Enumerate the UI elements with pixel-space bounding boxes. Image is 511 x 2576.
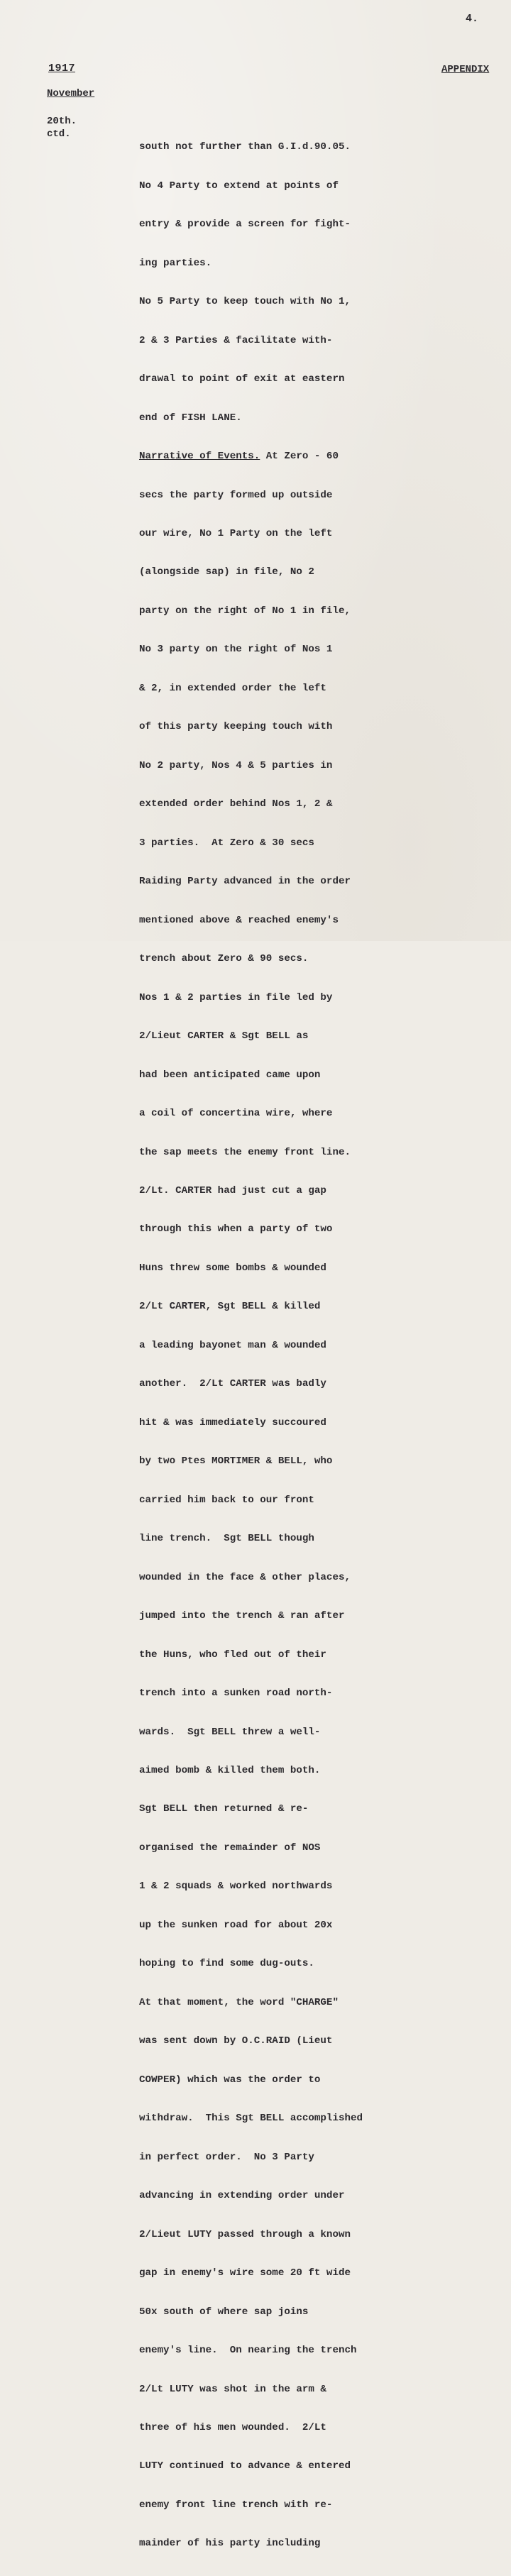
body-line: & 2, in extended order the left	[139, 682, 326, 694]
diary-body-text	[139, 115, 501, 2576]
body-line: had been anticipated came upon	[139, 1069, 321, 1081]
body-line: entry & provide a screen for fight-	[139, 219, 351, 231]
body-line: hit & was immediately succoured	[139, 1416, 326, 1429]
body-line: 50x south of where sap joins	[139, 2306, 309, 2318]
body-line-narrative-heading: Narrative of Events. At Zero - 60	[139, 451, 339, 463]
body-line: 2/Lt. CARTER had just cut a gap	[139, 1184, 326, 1196]
body-line: drawal to point of exit at eastern	[139, 373, 345, 385]
year-heading: 1917	[48, 62, 76, 75]
body-line: trench into a sunken road north-	[139, 1688, 333, 1700]
body-line: 2/Lt CARTER, Sgt BELL & killed	[139, 1301, 321, 1313]
body-line: 3 parties. At Zero & 30 secs	[139, 837, 314, 849]
body-line: aimed bomb & killed them both.	[139, 1765, 321, 1776]
body-line: Sgt BELL then returned & re-	[139, 1803, 309, 1815]
body-line: 1 & 2 squads & worked northwards	[139, 1881, 333, 1893]
body-line: a leading bayonet man & wounded	[139, 1339, 326, 1351]
body-line: wards. Sgt BELL threw a well-	[139, 1726, 321, 1738]
body-line: organised the remainder of NOS	[139, 1842, 321, 1854]
body-line: ing parties.	[139, 257, 212, 269]
body-line: Raiding Party advanced in the order	[139, 876, 351, 888]
body-line: 2 & 3 Parties & facilitate with-	[139, 334, 333, 346]
body-line: 2/Lieut CARTER & Sgt BELL as	[139, 1030, 309, 1042]
body-line: south not further than G.I.d.90.05.	[139, 141, 351, 153]
body-line: line trench. Sgt BELL though	[139, 1533, 314, 1545]
body-line: party on the right of No 1 in file,	[139, 605, 351, 617]
body-line: hoping to find some dug-outs.	[139, 1958, 314, 1970]
body-line: Nos 1 & 2 parties in file led by	[139, 991, 333, 1003]
body-line: gap in enemy's wire some 20 ft wide	[139, 2267, 351, 2279]
body-line: (alongside sap) in file, No 2	[139, 566, 314, 578]
body-line: LUTY continued to advance & entered	[139, 2460, 351, 2472]
body-line: No 2 party, Nos 4 & 5 parties in	[139, 759, 333, 771]
body-line: through this when a party of two	[139, 1223, 333, 1235]
date-day: 20th.	[47, 116, 77, 127]
body-line: another. 2/Lt CARTER was badly	[139, 1378, 326, 1390]
body-line: No 4 Party to extend at points of	[139, 180, 339, 192]
body-line: Huns threw some bombs & wounded	[139, 1262, 326, 1274]
body-line: jumped into the trench & ran after	[139, 1610, 345, 1622]
date-column	[47, 115, 77, 141]
body-line: 2/Lieut LUTY passed through a known	[139, 2228, 351, 2240]
body-line: a coil of concertina wire, where	[139, 1108, 333, 1120]
narrative-heading-underlined: Narrative of Events.	[139, 451, 260, 463]
body-line: carried him back to our front	[139, 1494, 314, 1506]
body-line: secs the party formed up outside	[139, 489, 333, 501]
body-line: our wire, No 1 Party on the left	[139, 528, 333, 539]
body-line: advancing in extending order under	[139, 2190, 345, 2202]
body-line: enemy's line. On nearing the trench	[139, 2345, 357, 2357]
body-line: No 3 party on the right of Nos 1	[139, 644, 333, 656]
body-line: end of FISH LANE.	[139, 412, 242, 424]
body-line: mentioned above & reached enemy's	[139, 914, 339, 926]
body-line: mainder of his party including	[139, 2538, 321, 2550]
body-line: enemy front line trench with re-	[139, 2499, 333, 2511]
body-line: At that moment, the word "CHARGE"	[139, 1996, 339, 2008]
body-line: No 5 Party to keep touch with No 1,	[139, 296, 351, 308]
body-line: the Huns, who fled out of their	[139, 1648, 326, 1661]
date-ctd: ctd.	[47, 128, 71, 141]
appendix-heading: APPENDIX	[441, 64, 490, 75]
body-line: in perfect order. No 3 Party	[139, 2151, 314, 2163]
body-line: three of his men wounded. 2/Lt	[139, 2421, 326, 2433]
body-line: was sent down by O.C.RAID (Lieut	[139, 2035, 333, 2047]
body-line: wounded in the face & other places,	[139, 1571, 351, 1583]
body-line: extended order behind Nos 1, 2 &	[139, 798, 333, 810]
body-line: by two Ptes MORTIMER & BELL, who	[139, 1455, 333, 1468]
body-line: withdraw. This Sgt BELL accomplished	[139, 2113, 363, 2125]
body-line: COWPER) which was the order to	[139, 2074, 321, 2086]
body-line: of this party keeping touch with	[139, 721, 333, 733]
body-line: the sap meets the enemy front line.	[139, 1146, 351, 1158]
body-line: up the sunken road for about 20x	[139, 1919, 333, 1931]
page-number: 4.	[466, 13, 479, 25]
body-line: 2/Lt LUTY was shot in the arm &	[139, 2383, 326, 2395]
body-line: trench about Zero & 90 secs.	[139, 953, 309, 965]
month-heading: November	[47, 88, 95, 99]
